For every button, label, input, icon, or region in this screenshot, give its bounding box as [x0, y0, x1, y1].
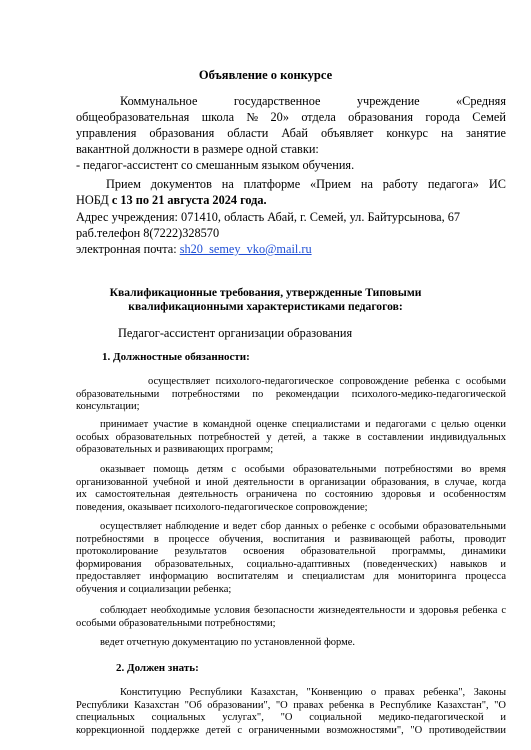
duty-line: потребностями в процессе обучения, воспитания и развивающей работы, проводит — [76, 533, 506, 545]
word: Коммунальное — [120, 94, 198, 108]
announcement-line-1 — [76, 94, 506, 109]
requirements-heading — [0, 286, 531, 314]
word: отдела — [301, 110, 336, 124]
word: объявляет — [320, 126, 374, 140]
duty-line: их самостоятельная деятельность ограничена по состоянию здоровья и особенностям — [76, 489, 506, 501]
word: Абай — [281, 126, 308, 140]
duty-line: обучения и социализации ребенка; — [76, 583, 232, 595]
duty-line: образовательных и развивающих программ; — [76, 444, 274, 456]
requirements-heading-line-2: квалификационными характеристиками педагогов: — [128, 300, 403, 313]
duty-line: ведет отчетную документацию по установленной форме. — [100, 637, 356, 648]
duty-line: консультации; — [76, 401, 140, 413]
duty-line: особыми образовательными потребностями; — [76, 617, 276, 629]
announcement-line-3 — [76, 126, 506, 141]
word: Семей — [472, 110, 506, 124]
duty-line: особых образовательных потребностей у детей, а также в составлении индивидуальных — [76, 431, 506, 443]
knowledge-paragraph — [76, 687, 506, 737]
knowledge-line: коррекционной поддержке детей с ограниченными возможностями", "О противодействии — [76, 724, 506, 736]
duty-line: образовательными потребностями по рекомендации психолого-медико-педагогической — [76, 388, 506, 400]
duty-3 — [76, 464, 506, 514]
word: «Прием — [310, 177, 352, 191]
phone-line: раб.телефон 8(7222)328570 — [76, 226, 220, 240]
word: области — [227, 126, 269, 140]
duty-5 — [76, 605, 506, 630]
word: государственное — [233, 94, 321, 108]
section-knowledge-heading: 2. Должен знать: — [116, 662, 199, 674]
position-title: Педагог-ассистент организации образования — [118, 326, 353, 340]
word: образования — [149, 126, 215, 140]
word: учреждение — [356, 94, 420, 108]
word: ИС — [488, 177, 506, 191]
word: города — [425, 110, 460, 124]
section-duties-heading: 1. Должностные обязанности: — [102, 351, 250, 363]
word: занятие — [466, 126, 506, 140]
word: работу — [382, 177, 418, 191]
word: платформе — [243, 177, 301, 191]
word: управления — [76, 126, 137, 140]
duty-line: принимает участие в командной оценке специалистами и педагогами с целью оценки — [100, 419, 506, 430]
announcement-line-4: вакантной должности в размере одной ставки: — [76, 142, 319, 156]
word: педагога» — [427, 177, 479, 191]
word: Прием — [106, 177, 141, 191]
email-label: электронная почта: — [76, 242, 180, 256]
dates-prefix: НОБД — [76, 193, 112, 207]
duty-line: организованной учебной и иной деятельности в организации образования, в случае, когда — [76, 476, 506, 488]
duty-line: предоставляет информацию воспитателям и специалистам для мониторинга процесса — [76, 571, 506, 583]
announcement-line-6 — [76, 177, 506, 192]
dates-bold: с 13 по 21 августа 2024 года. — [111, 193, 267, 207]
word: «Средняя — [456, 94, 506, 108]
knowledge-line: Республики Казахстан "Об образовании", "О правах ребенка в Республике Казахстан", "О — [76, 699, 506, 711]
word: конкурс — [386, 126, 428, 140]
duty-4 — [76, 521, 506, 597]
announcement-line-2 — [76, 110, 506, 125]
word: на — [360, 177, 373, 191]
duty-2 — [76, 419, 506, 457]
word: образования — [348, 110, 414, 124]
duty-6 — [76, 637, 506, 650]
duty-line: формирования образовательных, социально-адаптивных (поведенческих) навыков и — [76, 558, 506, 570]
duty-line: осуществляет психолого-педагогическое сопровождение ребенка с особыми — [148, 376, 506, 387]
announcement-line-5: - педагог-ассистент со смешанным языком обучения. — [76, 158, 355, 172]
knowledge-line: специальных социальных услугах", "О социальной медико-педагогической и — [76, 712, 506, 724]
duty-line: поведения, оказывает психолого-педагогическое сопровождение; — [76, 501, 368, 513]
duty-line: протоколирование результатов освоения образовательной программы, динамики — [76, 546, 506, 558]
email-link[interactable]: sh20_semey_vko@mail.ru — [179, 242, 312, 256]
word: общеобразовательная — [76, 110, 190, 124]
address-line: Адрес учреждения: 071410, область Абай, г. Семей, ул. Байтурсынова, 67 — [76, 210, 461, 224]
word: на — [440, 126, 454, 140]
announcement-title: Объявление о конкурсе — [198, 68, 333, 82]
duty-1 — [76, 376, 506, 414]
announcement-line-7 — [76, 193, 267, 208]
word: на — [221, 177, 234, 191]
duty-line: осуществляет наблюдение и ведет сбор данных о ребенке с особыми образовательными — [100, 521, 506, 532]
requirements-heading-line-1: Квалификационные требования, утвержденные Типовыми — [109, 286, 422, 299]
email-line — [76, 242, 312, 257]
word: № — [246, 110, 259, 124]
knowledge-line: Конституцию Республики Казахстан, "Конвенцию о правах ребенка", Законы — [120, 687, 506, 698]
word: документов — [150, 177, 212, 191]
duty-line: соблюдает необходимые условия безопасности жизнедеятельности и здоровья ребенка с — [100, 605, 506, 616]
word: школа — [201, 110, 235, 124]
word: 20» — [270, 110, 289, 124]
duty-line: оказывает помощь детям с особыми образовательными потребностями во время — [100, 464, 506, 475]
